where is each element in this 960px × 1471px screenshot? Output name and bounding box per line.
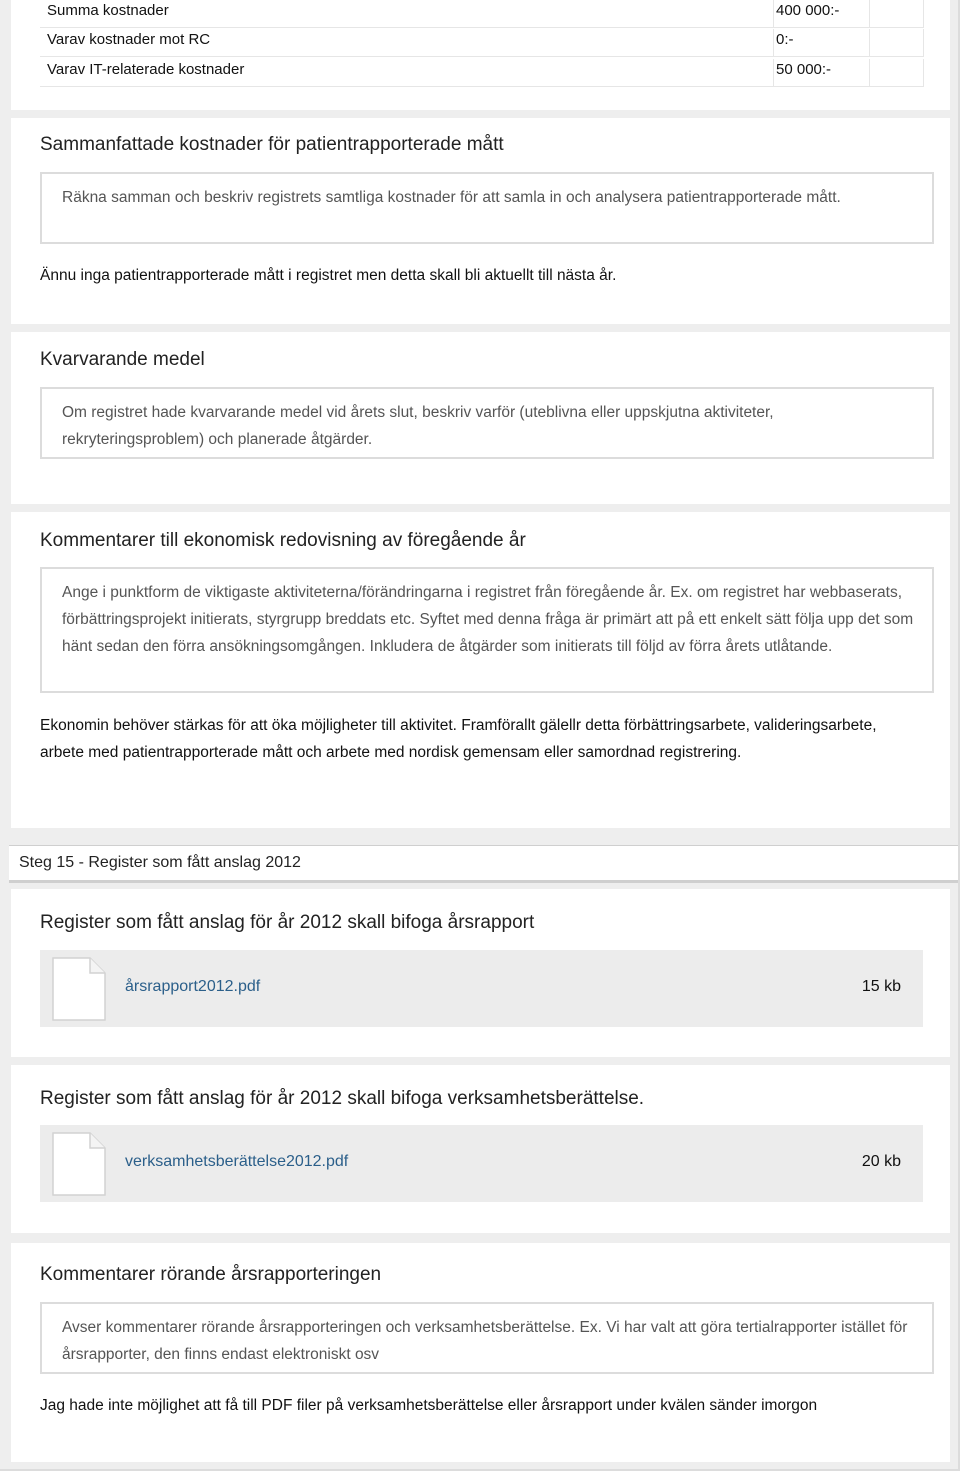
cost-label: Summa kostnader — [40, 0, 774, 28]
hint-box-remaining-funds: Om registret hade kvarvarande medel vid årets slut, beskriv varför (uteblivna eller uppskjutna aktiviteter, rekryteringsproblem) och planerade åtgärder. — [40, 387, 934, 459]
section-title-economic-comments: Kommentarer till ekonomisk redovisning av föregående år — [40, 530, 526, 551]
costs-panel — [11, 0, 950, 110]
step-header — [9, 845, 958, 883]
answer-report-comments: Jag hade inte möjlighet att få till PDF filer på verksamhetsberättelse eller årsrapport under kvälen sänder imorgon — [40, 1397, 818, 1414]
answer-patient-measures: Ännu inga patientrapporterade mått i registret men detta skall bli aktuellt till nästa år. — [40, 267, 617, 284]
cost-row — [40, 0, 923, 28]
file-size-activity-report: 20 kb — [861, 1153, 901, 1170]
cost-label: Varav kostnader mot RC — [40, 29, 774, 57]
answer-economic-comments: Ekonomin behöver stärkas för att öka möjligheter till aktivitet. Framförallt gälellr detta förbättringsarbete, valideringsarbete, arbete med patientrapporterade mått och arbete med nordisk gemensam eller samordnad registrering. — [40, 717, 877, 761]
file-row-annual-report — [40, 950, 923, 1027]
section-title-annual-report: Register som fått anslag för år 2012 skall bifoga årsrapport — [40, 912, 535, 933]
section-title-patient-measures: Sammanfattade kostnader för patientrapporterade mått — [40, 134, 504, 155]
cost-label: Varav IT-relaterade kostnader — [40, 59, 774, 87]
file-link-activity-report[interactable]: verksamhetsberättelse2012.pdf — [125, 1153, 349, 1170]
cost-value: 0:- — [774, 29, 870, 57]
step-title: Steg 15 - Register som fått anslag 2012 — [19, 854, 301, 871]
file-size-annual-report: 15 kb — [861, 978, 901, 995]
cost-empty-cell — [870, 0, 924, 28]
cost-row — [40, 59, 923, 87]
section-title-report-comments: Kommentarer rörande årsrapporteringen — [40, 1264, 382, 1285]
hint-box-economic-comments: Ange i punktform de viktigaste aktiviteterna/förändringarna i registret från föregående år. Ex. om registret har webbaserats, förbättringsprojekt initierats, styrgrupp breddats etc. Syftet med denna fråga är primärt att på ett enkelt sätt följa upp det som hänt sedan den förra ansökningsomgången. Inkludera de åtgärder som initierats till följd av förra årets utlåtande. — [40, 567, 934, 693]
file-link-annual-report[interactable]: årsrapport2012.pdf — [125, 978, 261, 995]
cost-empty-cell — [870, 59, 924, 87]
section-title-activity-report: Register som fått anslag för år 2012 skall bifoga verksamhetsberättelse. — [40, 1088, 645, 1109]
hint-box-report-comments: Avser kommentarer rörande årsrapporteringen och verksamhetsberättelse. Ex. Vi har valt att göra tertialrapporter istället för årsrapporter, den finns endast elektroniskt osv — [40, 1302, 934, 1374]
section-title-remaining-funds: Kvarvarande medel — [40, 349, 205, 370]
document-file-icon — [52, 957, 106, 1021]
cost-empty-cell — [870, 29, 924, 57]
cost-row — [40, 29, 923, 57]
hint-box-patient-measures: Räkna samman och beskriv registrets samtliga kostnader för att samla in och analysera patientrapporterade mått. — [40, 172, 934, 244]
file-row-activity-report — [40, 1125, 923, 1202]
document-file-icon — [52, 1132, 106, 1196]
cost-value: 400 000:- — [774, 0, 870, 28]
cost-value: 50 000:- — [774, 59, 870, 87]
